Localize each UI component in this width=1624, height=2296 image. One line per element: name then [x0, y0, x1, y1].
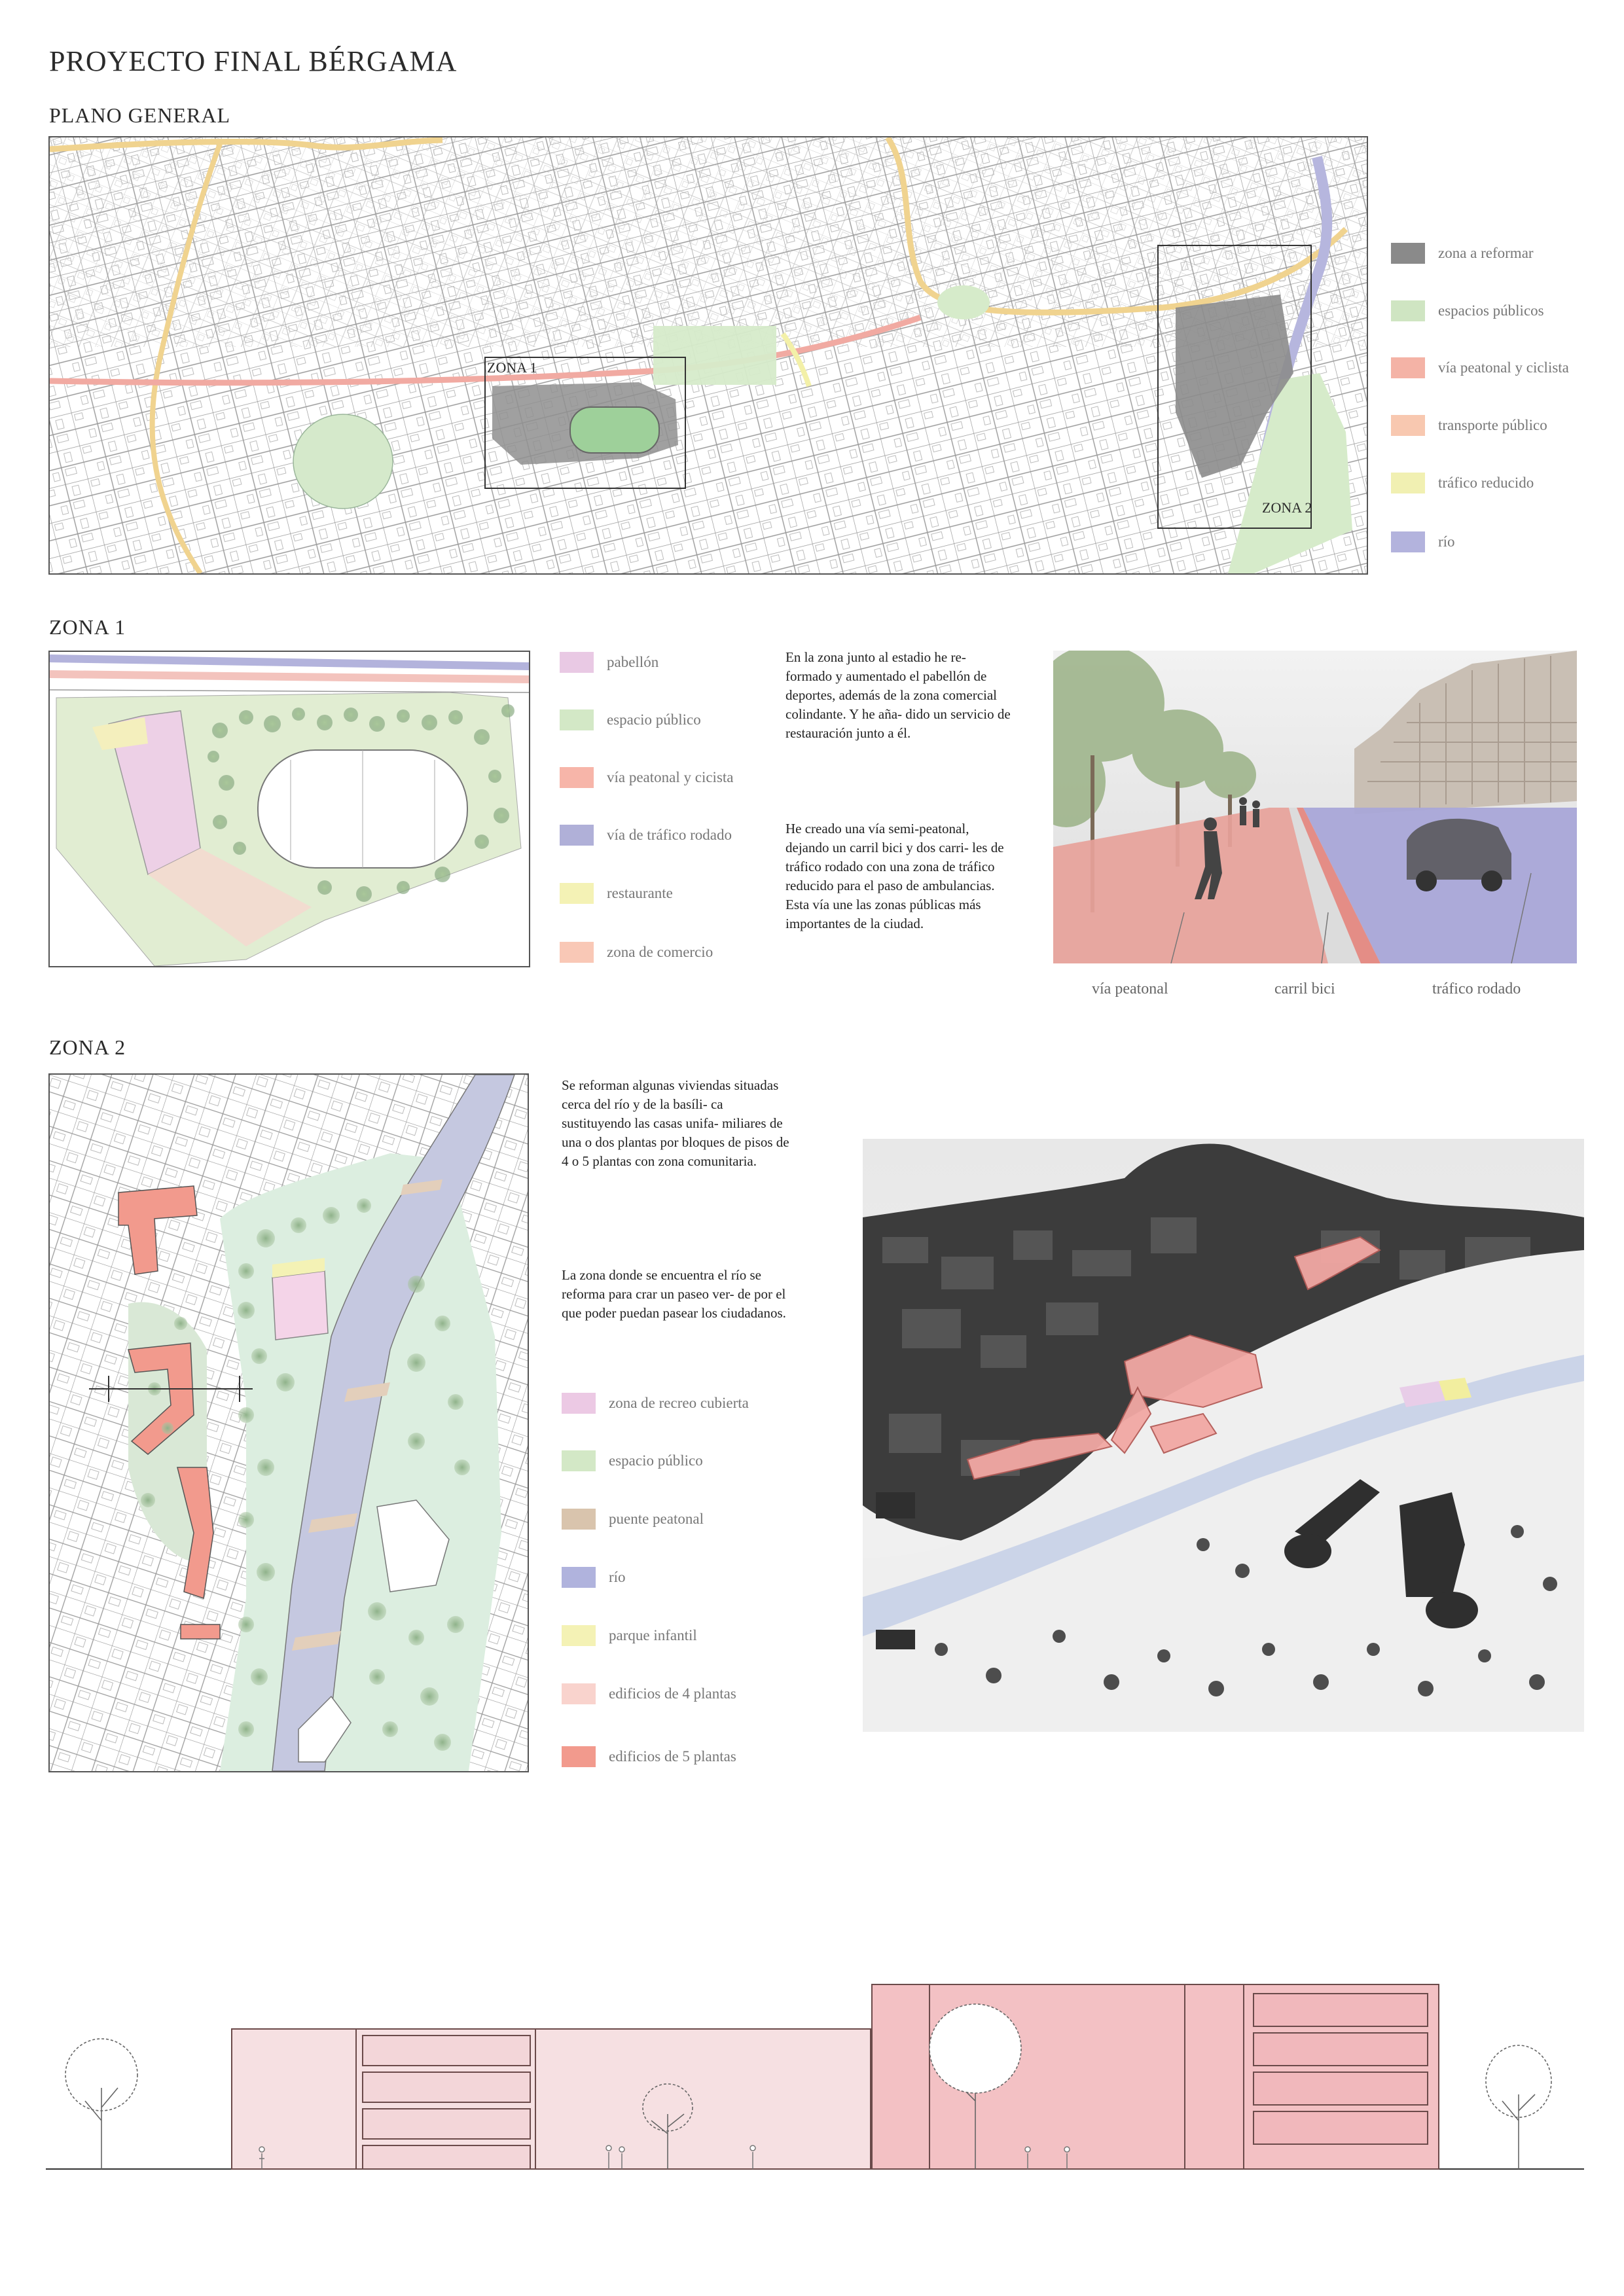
legend-item [1391, 243, 1534, 264]
legend-item [562, 1683, 736, 1704]
legend-swatch [562, 1509, 596, 1530]
zona1-plan-drawing [50, 652, 529, 966]
legend-label: tráfico reducido [1438, 475, 1534, 491]
zona1-paragraph-1: En la zona junto al estadio he re- formado y aumentado el pabellón de deportes, además de la zona comercial colindante. Y he aña- dido un servicio de restauración junto a él. [785, 649, 1011, 741]
zone2-map-label: ZONA 2 [1262, 499, 1312, 516]
legend-label: espacio público [607, 711, 701, 728]
legend-label: vía de tráfico rodado [607, 827, 732, 843]
legend-item [562, 1746, 736, 1767]
zona1-paragraph-2: He creado una vía semi-peatonal, dejando un carril bici y dos carri- les de tráfico rodado con una zona de tráfico reducido para el paso de ambulancias. Esta vía une las zonas públicas más importantes de la ciudad. [785, 821, 1004, 931]
legend-swatch [560, 709, 594, 730]
legend-swatch [1391, 300, 1425, 321]
legend-label: río [609, 1569, 626, 1585]
legend-label: espacios públicos [1438, 302, 1544, 319]
legend-label: vía peatonal y cicista [607, 769, 734, 785]
legend-label: edificios de 5 plantas [609, 1748, 736, 1765]
legend-label: zona de comercio [607, 944, 713, 960]
legend-swatch [1391, 243, 1425, 264]
photo-caption-trafico: tráfico rodado [1432, 980, 1521, 997]
zona2-plan-drawing [50, 1075, 528, 1771]
legend-label: edificios de 4 plantas [609, 1685, 736, 1702]
legend-label: espacio público [609, 1452, 703, 1469]
street-elevation [46, 1813, 1584, 2179]
legend-swatch [562, 1567, 596, 1588]
legend-item [560, 709, 701, 730]
legend-item [562, 1625, 697, 1646]
legend-swatch [562, 1746, 596, 1767]
legend-swatch [1391, 415, 1425, 436]
legend-swatch [562, 1393, 596, 1414]
legend-swatch [562, 1450, 596, 1471]
model-photo [863, 1139, 1584, 1732]
model-photo-drawing [863, 1139, 1584, 1732]
legend-item [562, 1393, 749, 1414]
page-title: PROYECTO FINAL BÉRGAMA [49, 45, 458, 77]
street-photo [1053, 651, 1577, 963]
zona1-heading: ZONA 1 [49, 615, 126, 639]
zona2-paragraph-2: La zona donde se encuentra el río se reforma para crar un paseo ver- de por el que poder puedan pasear los ciudadanos. [562, 1267, 786, 1321]
zona2-plan [48, 1073, 529, 1772]
legend-item [560, 652, 659, 673]
legend-swatch [1391, 531, 1425, 552]
legend-label: pabellón [607, 654, 659, 670]
legend-swatch [1391, 357, 1425, 378]
legend-item [1391, 357, 1569, 378]
zona2-paragraph-1: Se reforman algunas viviendas situadas cerca del río y de la basíli- ca sustituyendo las casas unifa- miliares de una o dos plantas por bloques de pisos de 4 o 5 plantas con zona comunitaria. [562, 1077, 789, 1169]
legend-item [1391, 473, 1534, 493]
legend-swatch [562, 1683, 596, 1704]
legend-swatch [560, 652, 594, 673]
legend-label: restaurante [607, 885, 673, 901]
general-map [48, 136, 1368, 575]
street-elevation-drawing [46, 1813, 1584, 2179]
legend-label: puente peatonal [609, 1511, 704, 1527]
legend-item [562, 1450, 703, 1471]
legend-item [562, 1567, 626, 1588]
legend-item [560, 942, 713, 963]
legend-swatch [560, 942, 594, 963]
legend-swatch [560, 825, 594, 846]
plano-general-heading: PLANO GENERAL [49, 103, 230, 127]
legend-item [560, 767, 734, 788]
legend-label: zona a reformar [1438, 245, 1534, 261]
photo-caption-peatonal: vía peatonal [1092, 980, 1168, 997]
street-photo-drawing [1053, 651, 1577, 963]
legend-item [1391, 531, 1455, 552]
legend-swatch [560, 883, 594, 904]
zone1-map-label: ZONA 1 [487, 359, 537, 376]
legend-label: río [1438, 533, 1455, 550]
legend-label: zona de recreo cubierta [609, 1395, 749, 1411]
legend-swatch [562, 1625, 596, 1646]
legend-item [562, 1509, 704, 1530]
legend-item [560, 883, 673, 904]
legend-item [560, 825, 732, 846]
legend-item [1391, 300, 1544, 321]
legend-label: transporte público [1438, 417, 1547, 433]
photo-caption-bici: carril bici [1274, 980, 1335, 997]
legend-swatch [560, 767, 594, 788]
zona1-plan [48, 651, 530, 967]
legend-label: vía peatonal y ciclista [1438, 359, 1569, 376]
legend-label: parque infantil [609, 1627, 697, 1643]
legend-item [1391, 415, 1547, 436]
zona2-heading: ZONA 2 [49, 1035, 126, 1059]
legend-swatch [1391, 473, 1425, 493]
general-map-drawing [50, 137, 1367, 573]
